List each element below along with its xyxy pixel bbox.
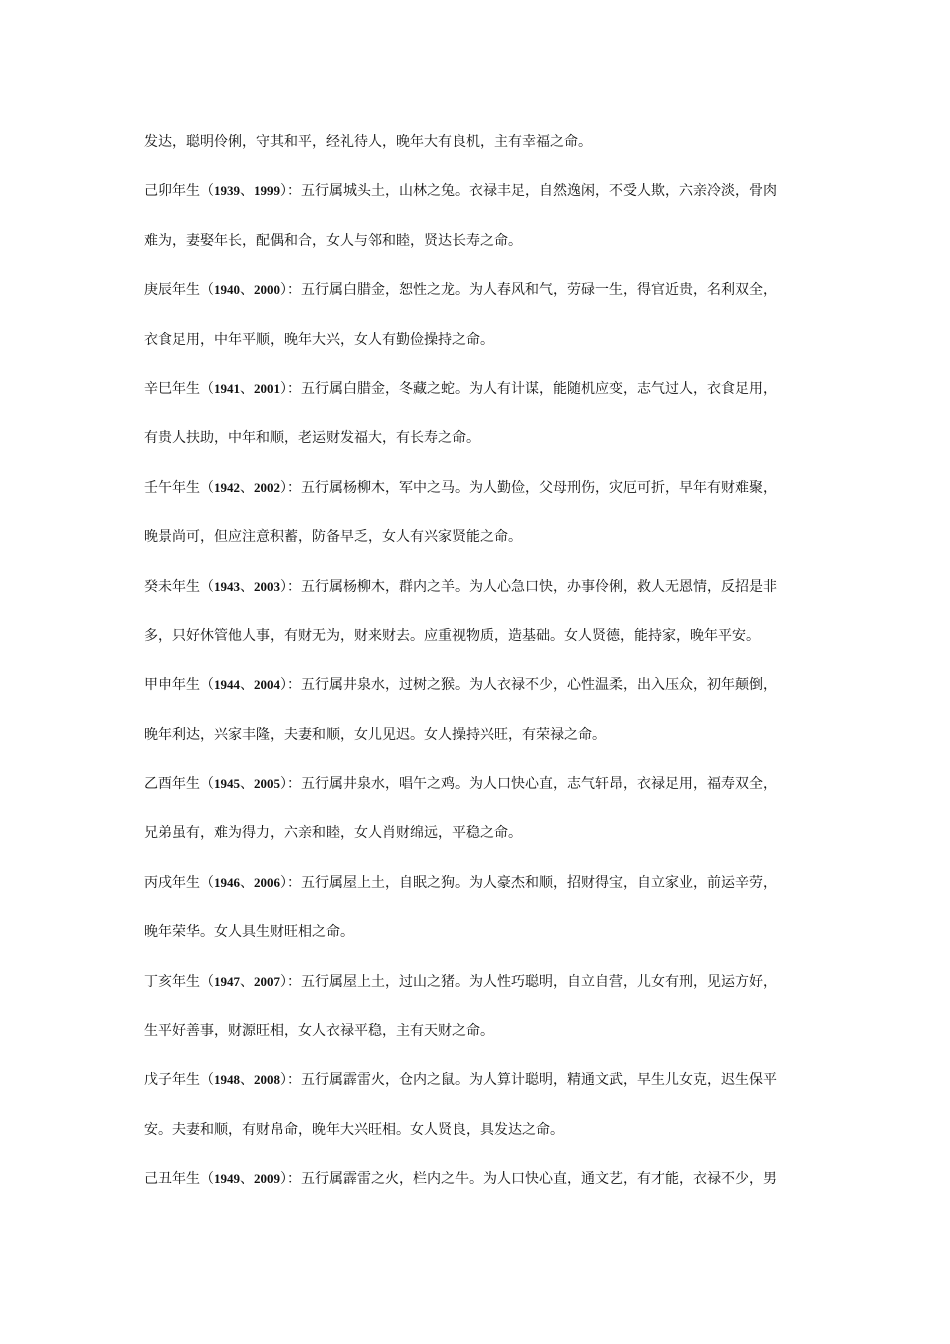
text-line: 有贵人扶助，中年和顺，老运财发福大，有长寿之命。 <box>144 430 480 447</box>
text-line: 丁亥年生（1947、2007）：五行属屋上土，过山之猪。为人性巧聪明，自立自营，儿女有刑，见运方好， <box>144 973 777 990</box>
text-line: 安。夫妻和顺，有财帛命，晚年大兴旺相。女人贤良，具发达之命。 <box>144 1121 564 1138</box>
text-line: 兄弟虽有，难为得力，六亲和睦，女人肖财绵远，平稳之命。 <box>144 825 522 842</box>
text-line: 难为，妻娶年长，配偶和合，女人与邻和睦，贤达长寿之命。 <box>144 232 522 249</box>
text-line: 多，只好休管他人事，有财无为，财来财去。应重视物质，造基础。女人贤德，能持家，晚年平安。 <box>144 627 760 644</box>
text-line: 己卯年生（1939、1999）：五行属城头土，山林之兔。衣禄丰足，自然逸闲，不受人欺，六亲冷淡，骨肉 <box>144 183 777 200</box>
text-line: 己丑年生（1949、2009）：五行属霹雷之火，栏内之牛。为人口快心直，通文艺，有才能，衣禄不少，男 <box>144 1171 777 1188</box>
text-line: 甲申年生（1944、2004）：五行属井泉水，过树之猴。为人衣禄不少，心性温柔，出入压众，初年颠倒， <box>144 677 777 694</box>
text-line: 生平好善事，财源旺相，女人衣禄平稳，主有天财之命。 <box>144 1023 494 1040</box>
text-line: 发达，聪明伶俐，守其和平，经礼待人，晚年大有良机，主有幸福之命。 <box>144 134 592 150</box>
text-line: 庚辰年生（1940、2000）：五行属白腊金，恕性之龙。为人春风和气，劳碌一生，得官近贵，名利双全， <box>144 282 777 299</box>
text-line: 晚景尚可，但应注意积蓄，防备早乏，女人有兴家贤能之命。 <box>144 529 522 546</box>
text-line: 辛巳年生（1941、2001）：五行属白腊金，冬藏之蛇。为人有计谋，能随机应变，志气过人，衣食足用， <box>144 380 777 397</box>
text-line: 戊子年生（1948、2008）：五行属霹雷火，仓内之鼠。为人算计聪明，精通文武，早生儿女克，迟生保平 <box>144 1072 777 1089</box>
text-line: 壬午年生（1942、2002）：五行属杨柳木，军中之马。为人勤俭，父母刑伤，灾厄可折，早年有财难聚， <box>144 479 777 496</box>
text-line: 晚年利达，兴家丰隆，夫妻和顺，女儿见迟。女人操持兴旺，有荣禄之命。 <box>144 726 606 743</box>
text-body <box>144 127 816 1214</box>
text-line: 乙酉年生（1945、2005）：五行属井泉水，唱午之鸡。为人口快心直，志气轩昂，衣禄足用，福寿双全， <box>144 776 777 793</box>
text-line: 晚年荣华。女人具生财旺相之命。 <box>144 924 354 941</box>
text-line: 衣食足用，中年平顺，晚年大兴，女人有勤俭操持之命。 <box>144 331 494 348</box>
text-line: 丙戌年生（1946、2006）：五行属屋上土，自眠之狗。为人豪杰和顺，招财得宝，自立家业，前运辛劳， <box>144 874 777 891</box>
text-line: 癸未年生（1943、2003）：五行属杨柳木，群内之羊。为人心急口快，办事伶俐，救人无恩情，反招是非 <box>144 578 777 595</box>
